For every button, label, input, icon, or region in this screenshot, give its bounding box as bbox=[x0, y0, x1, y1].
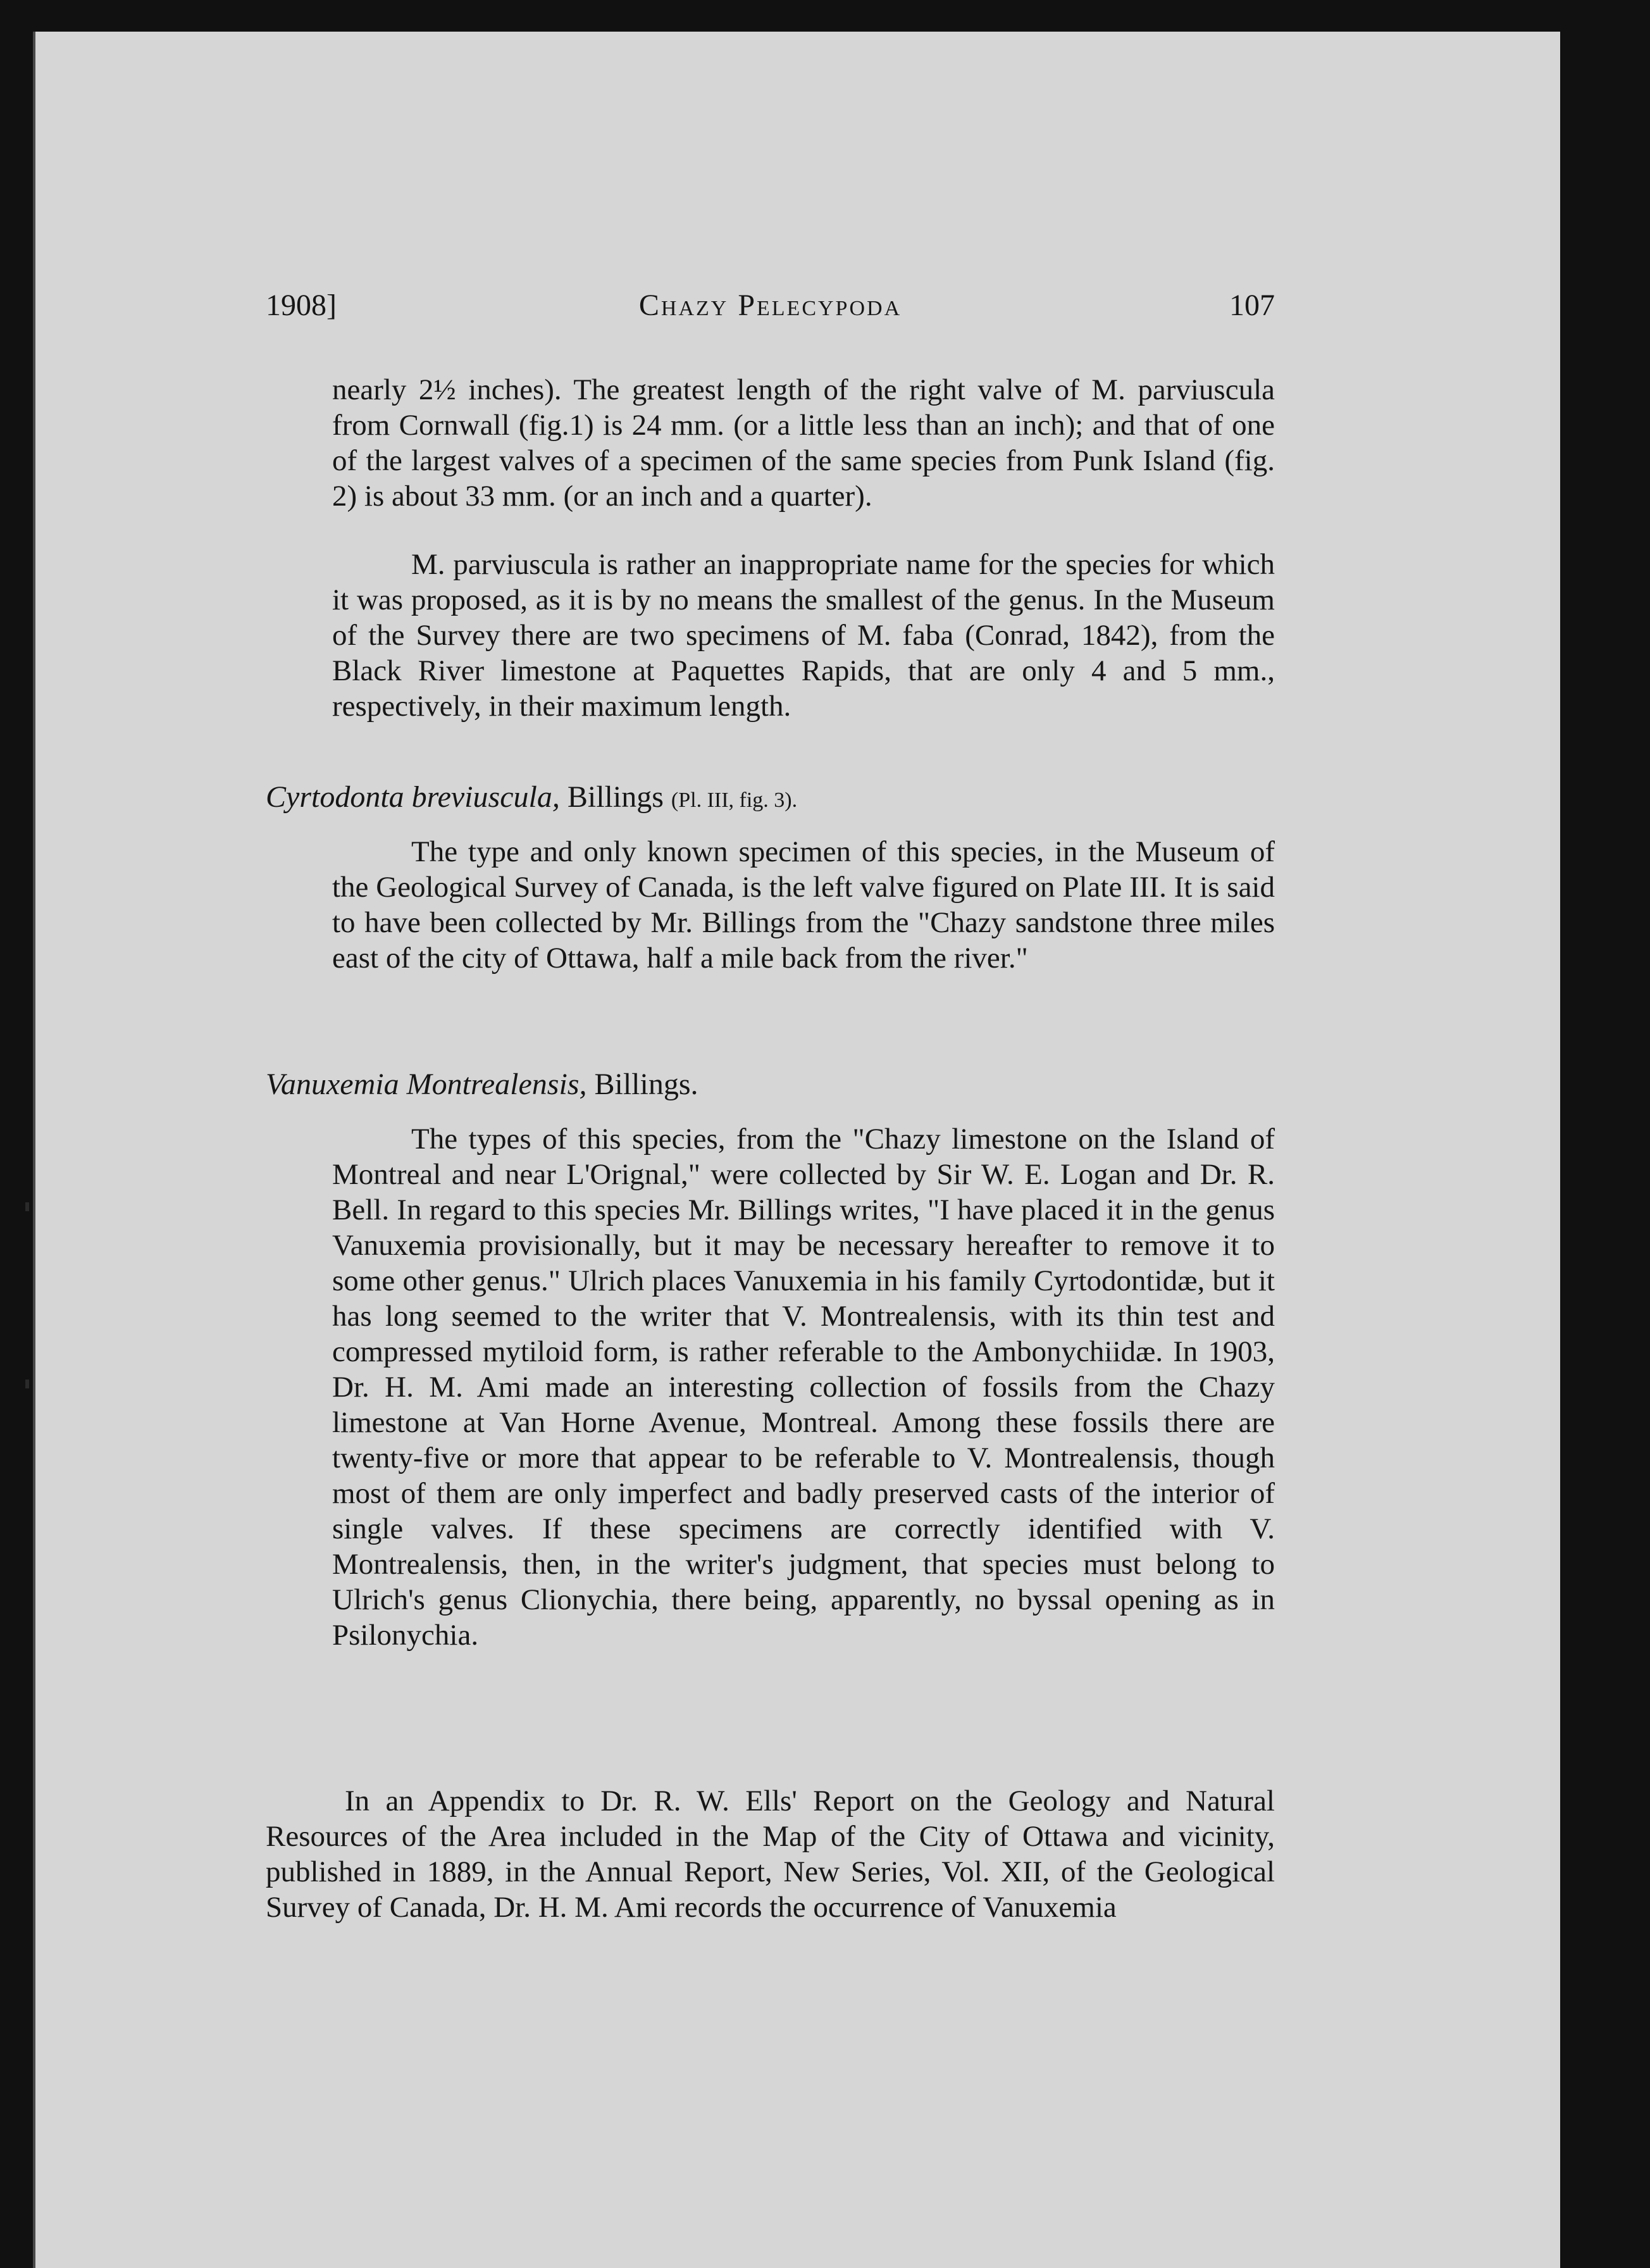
species-author: Billings. bbox=[586, 1068, 698, 1101]
plate-reference: (Pl. III, fig. 3). bbox=[671, 788, 798, 812]
paragraph-5: In an Appendix to Dr. R. W. Ells' Report on the Geology and Natural Resources of the Area included in the Map of the City of Ottawa and vicinity, published in 1889, in the Annual Report, New Series, Vol. XII, of the Geological Survey of Canada, Dr. H. M. Ami records the occurrence of Vanuxemia bbox=[266, 1785, 1275, 1924]
paragraph-4: The types of this species, from the "Chazy limestone on the Island of Montreal and near L'Orignal," were collected by Sir W. E. Logan and Dr. R. Bell. In regard to this species Mr. Billings writes, "I have placed it in the genus Vanuxemia provisionally, but it may be necessary hereafter to remove it to some other genus." Ulrich places Vanuxemia in his family Cyrtodontidæ, but it has long seemed to the writer that V. Montrealensis, with its thin test and compressed mytiloid form, is rather referable to the Ambonychiidæ. In 1903, Dr. H. M. Ami made an interesting collection of fossils from the Chazy limestone at Van Horne Avenue, Montreal. Among these fossils there are twenty-five or more that appear to be referable to V. Montrealensis, though most of them are only imperfect and badly preserved casts of the interior of single valves. If these specimens are correctly identified with V. Montrealensis, then, in the writer's judgment, that species must belong to Ulrich's genus Clionychia, there being, apparently, no byssal opening as in Psilonychia. bbox=[332, 1123, 1275, 1652]
paragraph-2: M. parviuscula is rather an inappropriate name for the species for which it was proposed, as it is by no means the smallest of the genus. In the Museum of the Survey there are two specimens of M. faba (Conrad, 1842), from the Black River limestone at Paquettes Rapids, that are only 4 and 5 mm., respectively, in their maximum length. bbox=[332, 548, 1275, 723]
species-name: Vanuxemia Montrealensis, bbox=[266, 1068, 587, 1101]
running-head-year: 1908] bbox=[266, 289, 337, 322]
running-head-title: Chazy Pelecypoda bbox=[638, 289, 902, 322]
species-name: Cyrtodonta breviuscula, bbox=[266, 780, 560, 814]
species-author: Billings bbox=[559, 780, 671, 814]
paragraph-1: nearly 2½ inches). The greatest length of the right valve of M. parviuscula from Cornwall (fig.1) is 24 mm. (or a little less than an inch); and that of one of the largest valves of a specimen of the same species from Punk Island (fig. 2) is about 33 mm. (or an inch and a quarter). bbox=[332, 373, 1275, 513]
species-heading-vanuxemia bbox=[266, 1067, 698, 1102]
paragraph-3: The type and only known specimen of this species, in the Museum of the Geological Survey of Canada, is the left valve figured on Plate III. It is said to have been collected by Mr. Billings from the "Chazy sandstone three miles east of the city of Ottawa, half a mile back from the river." bbox=[332, 835, 1275, 975]
running-head bbox=[266, 288, 1275, 332]
scan-speck bbox=[25, 1202, 29, 1211]
page-number: 107 bbox=[1229, 289, 1275, 322]
scan-speck bbox=[25, 1380, 29, 1388]
species-heading-cyrtodonta bbox=[266, 780, 797, 814]
